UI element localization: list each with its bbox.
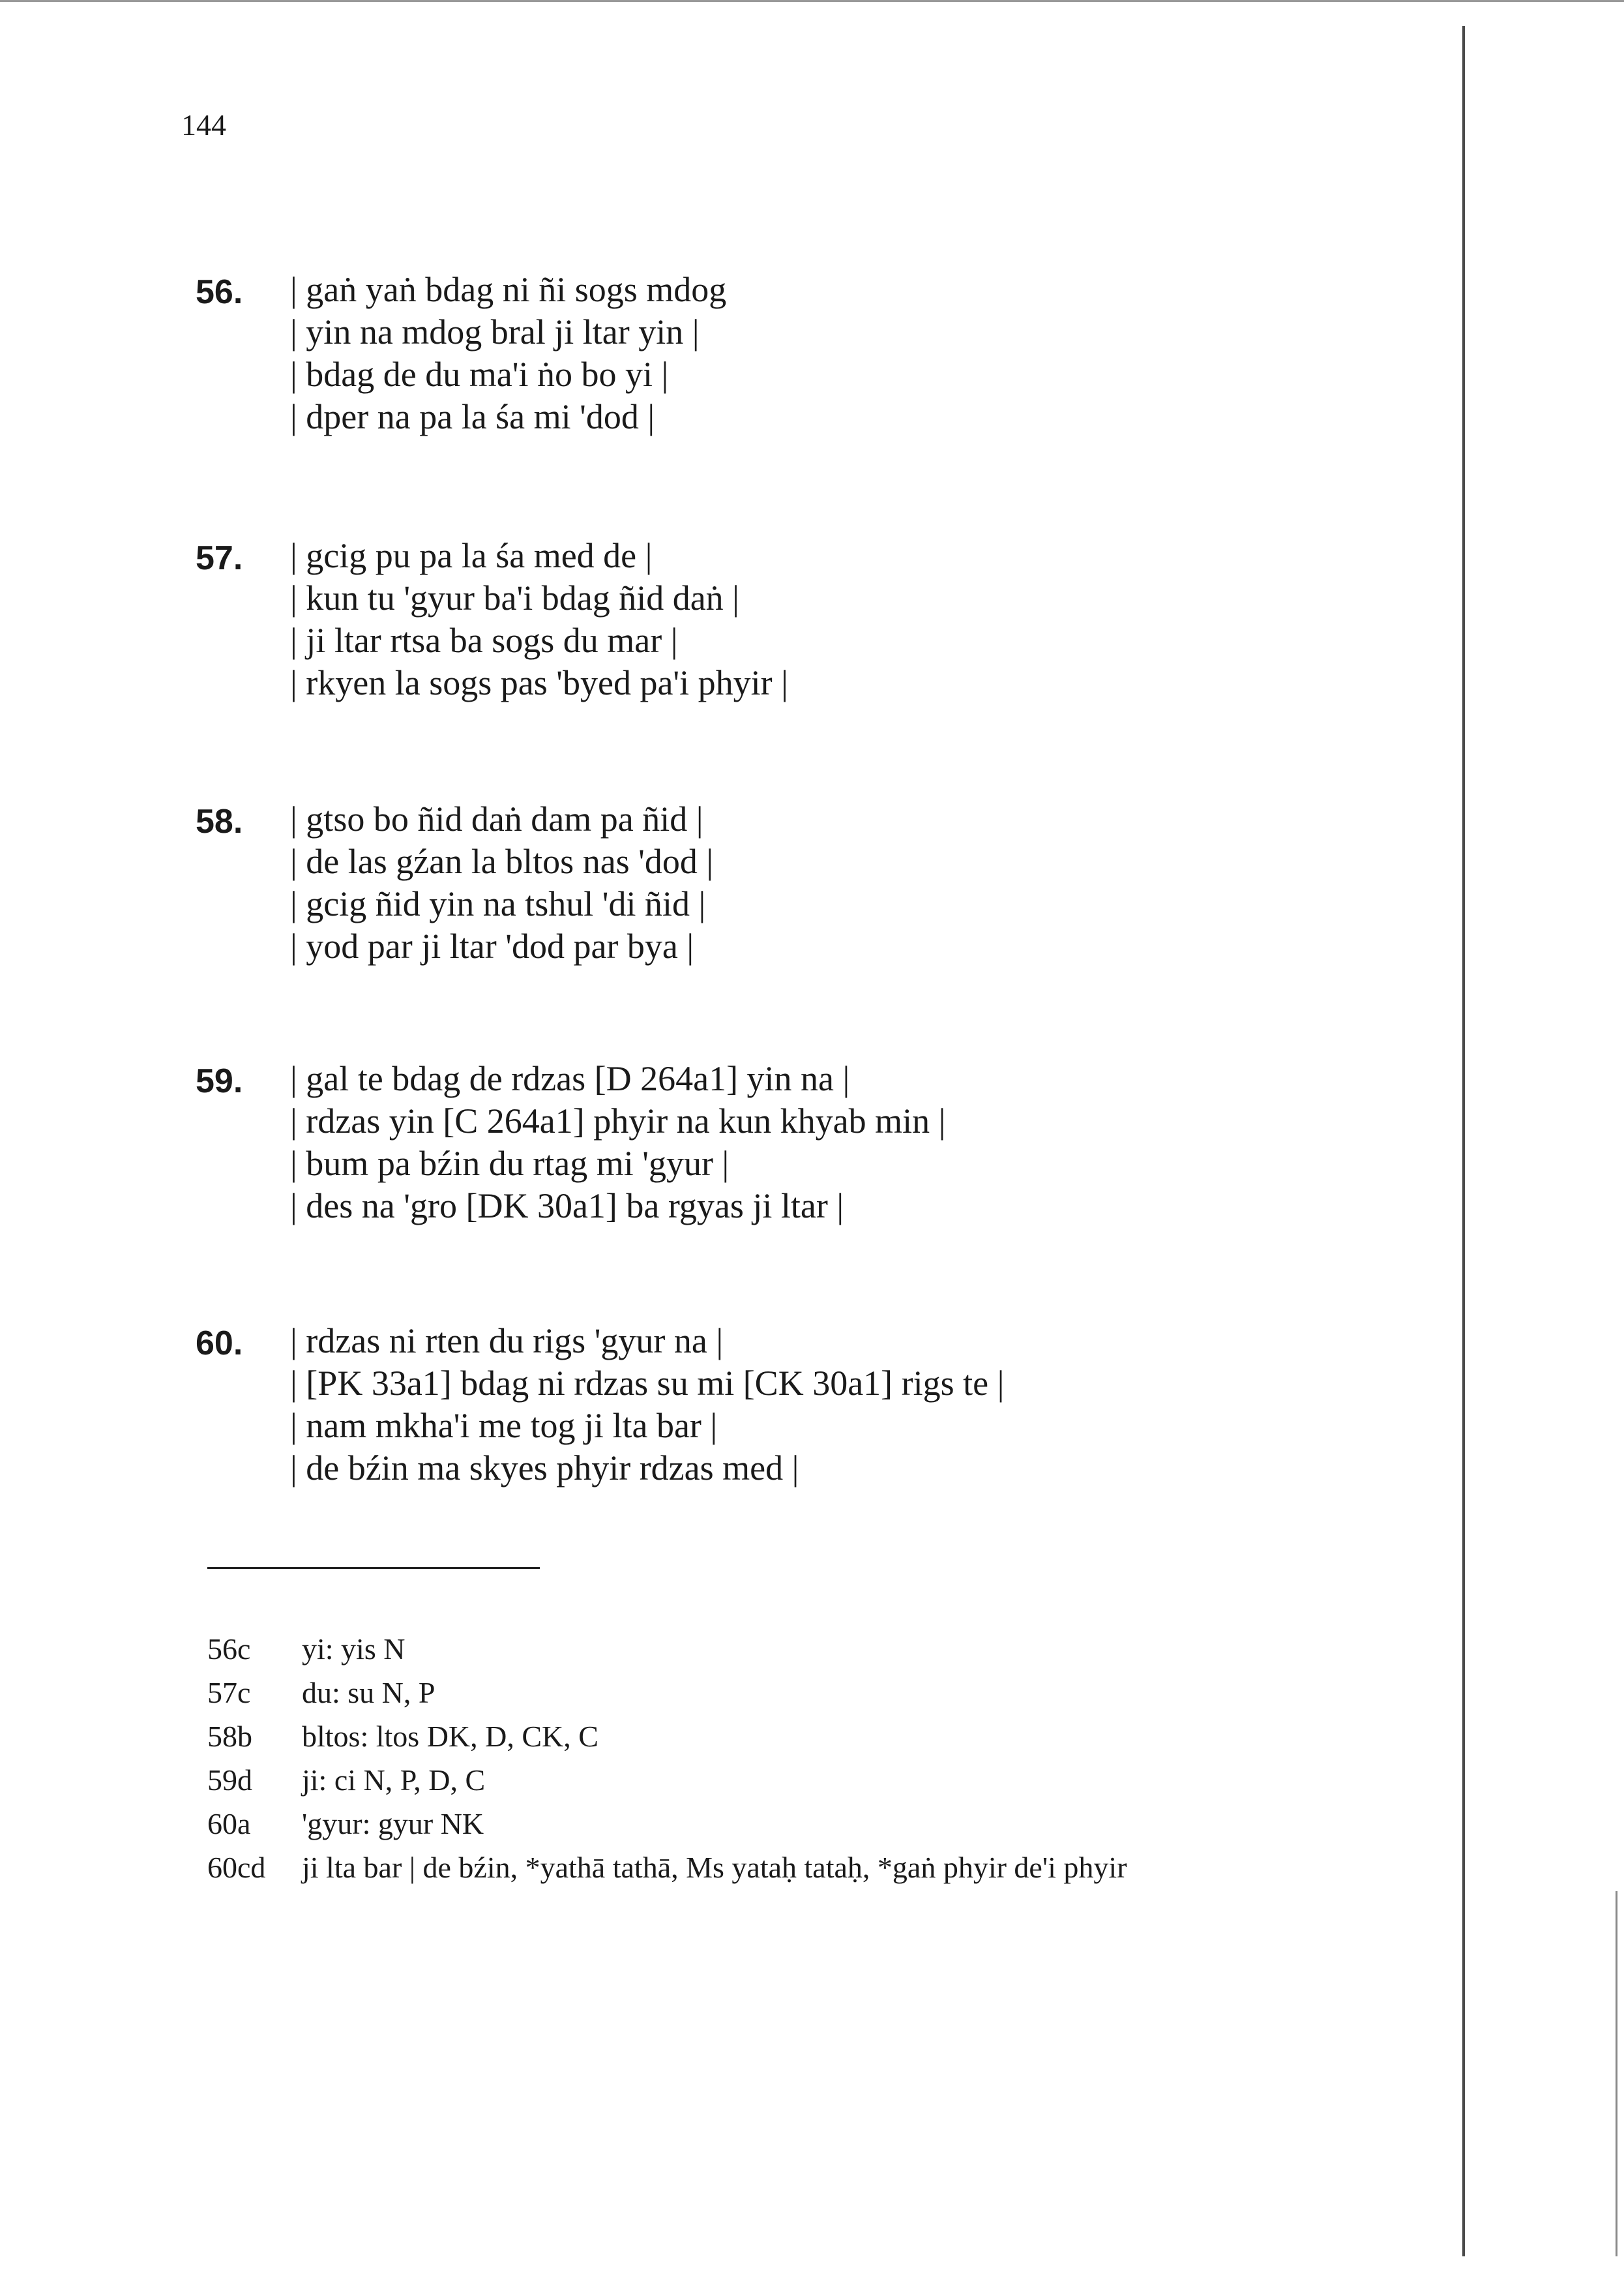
- footnote-label: 60cd: [207, 1851, 266, 1884]
- footnote-label: 60a: [207, 1807, 251, 1840]
- verse-number: 59.: [196, 1062, 243, 1100]
- verse-number: 58.: [196, 803, 243, 841]
- verse-line: | de bźin ma skyes phyir rdzas med |: [290, 1448, 799, 1487]
- verse-lines: [290, 535, 788, 704]
- footnotes: [207, 1627, 1127, 1889]
- verse-lines: [290, 798, 713, 968]
- verse-line: | gcig pu pa la śa med de |: [290, 536, 653, 575]
- verse-line: | rdzas ni rten du rigs 'gyur na |: [290, 1321, 724, 1360]
- verse-number: 56.: [196, 273, 243, 311]
- footnote: [207, 1671, 1127, 1714]
- footnote: [207, 1758, 1127, 1802]
- verse-number: 60.: [196, 1324, 243, 1362]
- verse-line: | bdag de du ma'i ṅo bo yi |: [290, 355, 669, 394]
- verse-line: | des na 'gro [DK 30a1] ba rgyas ji ltar |: [290, 1186, 844, 1225]
- verse-lines: [290, 269, 726, 438]
- verse-line: | rkyen la sogs pas 'byed pa'i phyir |: [290, 663, 788, 702]
- footnote: [207, 1802, 1127, 1846]
- footnote-separator: [207, 1567, 540, 1569]
- verse-line: | gtso bo ñid daṅ dam pa ñid |: [290, 800, 703, 839]
- footnote: [207, 1627, 1127, 1671]
- footnote-text: ji lta bar | de bźin, *yathā tathā, Ms yataḥ tataḥ, *gaṅ phyir de'i phyir: [302, 1851, 1127, 1884]
- scan-top-border: [0, 0, 1624, 2]
- footnote: [207, 1846, 1127, 1889]
- verse-line: | yod par ji ltar 'dod par bya |: [290, 927, 694, 966]
- scan-binding-edge: [1462, 26, 1465, 2256]
- verse-line: | ji ltar rtsa ba sogs du mar |: [290, 621, 678, 660]
- verse-line: | gal te bdag de rdzas [D 264a1] yin na |: [290, 1059, 850, 1098]
- verse-line: | de las gźan la bltos nas 'dod |: [290, 842, 714, 881]
- verse-line: | gcig ñid yin na tshul 'di ñid |: [290, 884, 706, 923]
- verse-number: 57.: [196, 539, 243, 577]
- verse-line: | rdzas yin [C 264a1] phyir na kun khyab min |: [290, 1101, 946, 1141]
- footnote-text: yi: yis N: [302, 1632, 406, 1666]
- footnote-text: 'gyur: gyur NK: [302, 1807, 484, 1840]
- footnote-text: bltos: ltos DK, D, CK, C: [302, 1720, 598, 1753]
- scan-page-edge: [1616, 1891, 1617, 2256]
- verse-line: | bum pa bźin du rtag mi 'gyur |: [290, 1144, 730, 1183]
- verse-line: | [PK 33a1] bdag ni rdzas su mi [CK 30a1] rigs te |: [290, 1364, 1005, 1403]
- footnote-text: du: su N, P: [302, 1676, 436, 1709]
- page-number: 144: [181, 108, 226, 142]
- footnote-text: ji: ci N, P, D, C: [302, 1763, 486, 1797]
- verse-line: | yin na mdog bral ji ltar yin |: [290, 312, 700, 351]
- verse-line: | nam mkha'i me tog ji lta bar |: [290, 1406, 718, 1445]
- footnote-label: 56c: [207, 1632, 251, 1666]
- footnote-label: 58b: [207, 1720, 252, 1753]
- footnote-label: 57c: [207, 1676, 251, 1709]
- verse-line: | dper na pa la śa mi 'dod |: [290, 397, 655, 436]
- footnote: [207, 1714, 1127, 1758]
- footnote-label: 59d: [207, 1763, 252, 1797]
- verse-line: | kun tu 'gyur ba'i bdag ñid daṅ |: [290, 578, 739, 618]
- verse-lines: [290, 1320, 1004, 1489]
- verse-line: | gaṅ yaṅ bdag ni ñi sogs mdog: [290, 270, 727, 309]
- verse-lines: [290, 1058, 945, 1227]
